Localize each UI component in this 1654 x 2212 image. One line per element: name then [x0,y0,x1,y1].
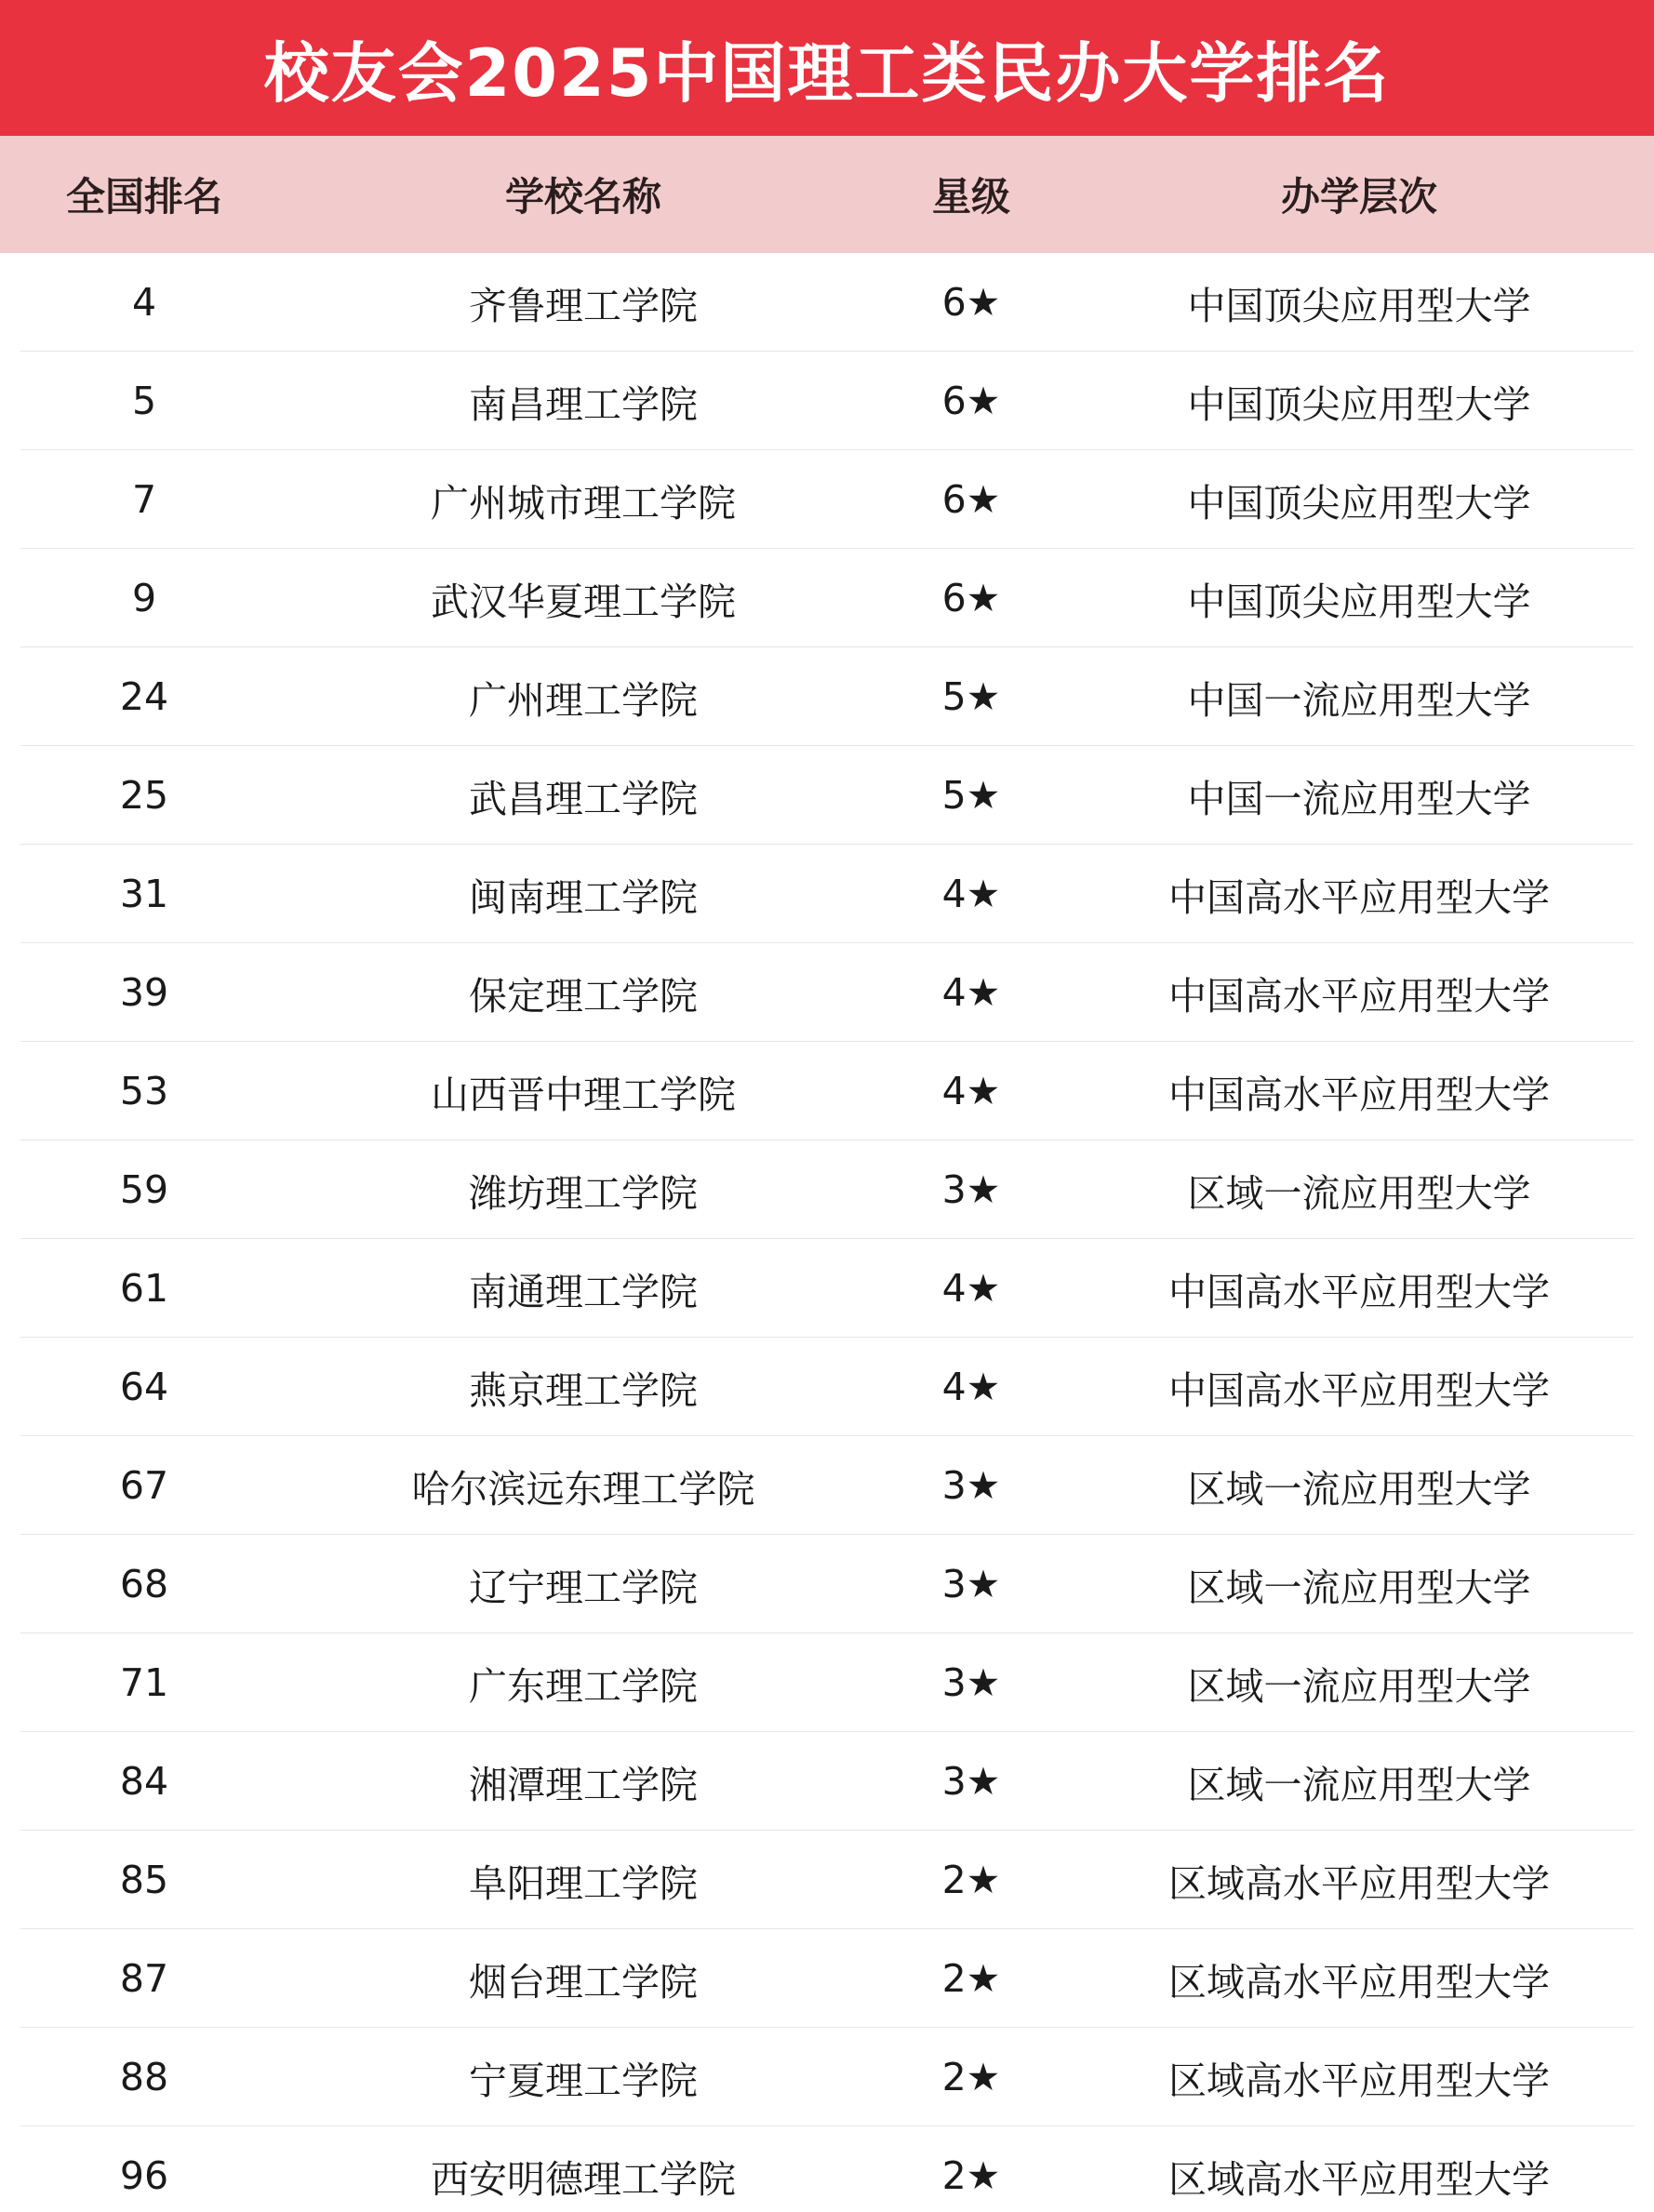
star-rating-cell: 6★ [941,379,1001,423]
school-name-cell: 山西晋中理工学院 [431,1072,736,1117]
level-cell: 区域一流应用型大学 [1187,1565,1531,1610]
level-cell: 区域高水平应用型大学 [1168,1959,1550,2005]
column-header-school: 学校名称 [504,174,661,220]
table-row [0,1732,1654,1831]
rank-cell: 59 [119,1167,169,1212]
level-cell: 区域一流应用型大学 [1187,1663,1531,1709]
rank-cell: 61 [119,1266,169,1311]
column-header-rank: 全国排名 [65,174,222,220]
level-cell: 中国顶尖应用型大学 [1187,480,1531,526]
table-header [0,136,1654,253]
table-row [0,1436,1654,1535]
page-title: 校友会2025中国理工类民办大学排名 [263,34,1391,112]
star-rating-cell: 4★ [941,1069,1001,1113]
table-row [0,746,1654,845]
table-row [0,845,1654,943]
rank-cell: 5 [131,379,157,423]
table-row [0,253,1654,352]
rank-cell: 87 [119,1956,169,2001]
school-name-cell: 潍坊理工学院 [469,1170,698,1216]
rank-cell: 4 [131,280,157,325]
table-row [0,2028,1654,2126]
school-name-cell: 武汉华夏理工学院 [431,579,736,624]
rank-cell: 39 [119,970,169,1015]
level-cell: 区域高水平应用型大学 [1168,2058,1550,2103]
star-rating-cell: 5★ [941,674,1001,719]
rank-cell: 7 [131,477,157,522]
rank-cell: 85 [119,1858,169,1902]
level-cell: 区域一流应用型大学 [1187,1762,1531,1807]
school-name-cell: 哈尔滨远东理工学院 [411,1466,755,1512]
table-row [0,450,1654,549]
table-body [0,253,1654,2212]
star-rating-cell: 3★ [941,1759,1001,1804]
school-name-cell: 宁夏理工学院 [469,2058,698,2103]
rank-cell: 84 [119,1759,169,1804]
star-rating-cell: 4★ [941,1365,1001,1409]
school-name-cell: 武昌理工学院 [469,776,698,821]
level-cell: 中国顶尖应用型大学 [1187,381,1531,427]
level-cell: 区域高水平应用型大学 [1168,2156,1550,2202]
table-row [0,1239,1654,1338]
level-cell: 区域一流应用型大学 [1187,1170,1531,1216]
level-cell: 中国高水平应用型大学 [1168,1072,1550,1117]
school-name-cell: 南昌理工学院 [469,381,698,427]
level-cell: 中国顶尖应用型大学 [1187,579,1531,624]
school-name-cell: 辽宁理工学院 [469,1565,698,1610]
table-row [0,1633,1654,1732]
table-row [0,1535,1654,1633]
level-cell: 中国顶尖应用型大学 [1187,283,1531,328]
star-rating-cell: 4★ [941,872,1001,916]
school-name-cell: 西安明德理工学院 [431,2156,736,2202]
rank-cell: 68 [119,1562,169,1606]
star-rating-cell: 2★ [941,1858,1001,1902]
star-rating-cell: 5★ [941,773,1001,818]
title-banner [0,0,1654,136]
school-name-cell: 齐鲁理工学院 [469,283,698,328]
star-rating-cell: 4★ [941,970,1001,1015]
table-row [0,647,1654,746]
school-name-cell: 湘潭理工学院 [469,1762,698,1807]
school-name-cell: 阜阳理工学院 [469,1860,698,1906]
star-rating-cell: 6★ [941,576,1001,620]
rank-cell: 53 [119,1069,169,1113]
star-rating-cell: 6★ [941,280,1001,325]
level-cell: 中国一流应用型大学 [1187,776,1531,821]
star-rating-cell: 3★ [941,1167,1001,1212]
level-cell: 中国高水平应用型大学 [1168,874,1550,920]
column-header-level: 办学层次 [1280,174,1437,220]
level-cell: 中国高水平应用型大学 [1168,1269,1550,1314]
star-rating-cell: 3★ [941,1463,1001,1508]
rank-cell: 24 [119,674,169,719]
school-name-cell: 广东理工学院 [469,1663,698,1709]
rank-cell: 88 [119,2055,169,2099]
star-rating-cell: 3★ [941,1562,1001,1606]
star-rating-cell: 3★ [941,1660,1001,1705]
table-row [0,2126,1654,2212]
rank-cell: 67 [119,1463,169,1508]
school-name-cell: 南通理工学院 [469,1269,698,1314]
table-row [0,352,1654,450]
table-row [0,1338,1654,1436]
star-rating-cell: 2★ [941,1956,1001,2001]
level-cell: 中国高水平应用型大学 [1168,1367,1550,1413]
table-row [0,943,1654,1042]
school-name-cell: 燕京理工学院 [469,1367,698,1413]
table-row [0,1140,1654,1239]
rank-cell: 64 [119,1365,169,1409]
star-rating-cell: 4★ [941,1266,1001,1311]
column-header-stars: 星级 [931,174,1010,220]
table-row [0,549,1654,647]
star-rating-cell: 2★ [941,2055,1001,2099]
rank-cell: 31 [119,872,169,916]
level-cell: 区域一流应用型大学 [1187,1466,1531,1512]
school-name-cell: 闽南理工学院 [469,874,698,920]
rank-cell: 25 [119,773,169,818]
level-cell: 中国一流应用型大学 [1187,677,1531,723]
star-rating-cell: 2★ [941,2153,1001,2198]
school-name-cell: 保定理工学院 [469,973,698,1019]
table-row [0,1831,1654,1929]
school-name-cell: 广州城市理工学院 [431,480,736,526]
star-rating-cell: 6★ [941,477,1001,522]
level-cell: 中国高水平应用型大学 [1168,973,1550,1019]
rank-cell: 96 [119,2153,169,2198]
rank-cell: 71 [119,1660,169,1705]
school-name-cell: 烟台理工学院 [469,1959,698,2005]
level-cell: 区域高水平应用型大学 [1168,1860,1550,1906]
school-name-cell: 广州理工学院 [469,677,698,723]
table-row [0,1929,1654,2028]
rank-cell: 9 [131,576,157,620]
table-row [0,1042,1654,1140]
